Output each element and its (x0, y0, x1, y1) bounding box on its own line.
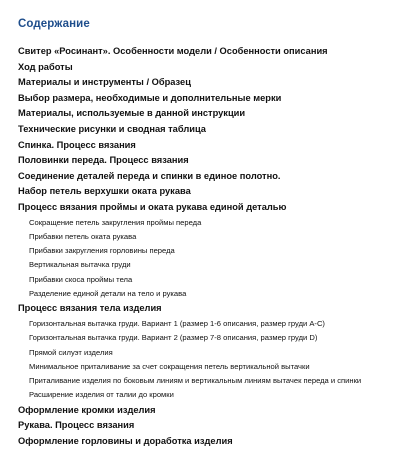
toc-entry[interactable]: Рукава. Процесс вязания (18, 420, 135, 431)
toc-entry[interactable]: Спинка. Процесс вязания (18, 139, 136, 150)
toc-heading: Содержание (18, 18, 90, 30)
toc-entry[interactable]: Свитер «Росинант». Особенности модели / Особенности описания (18, 46, 328, 56)
toc-entry[interactable]: Процесс вязания проймы и оката рукава единой деталью (18, 201, 287, 212)
toc-entry[interactable]: Оформление кромки изделия (18, 404, 156, 415)
toc-entry[interactable]: Технические рисунки и сводная таблица (18, 123, 206, 134)
toc-subentry[interactable]: Вертикальная вытачка груди (29, 260, 131, 270)
toc-entry[interactable]: Материалы и инструменты / Образец (18, 77, 191, 88)
toc-subentry[interactable]: Горизонтальная вытачка груди. Вариант 2 (размер 7-8 описания, размер груди D) (29, 333, 318, 343)
toc-entry[interactable]: Половинки переда. Процесс вязания (18, 155, 189, 166)
toc-subentry[interactable]: Разделение единой детали на тело и рукава (29, 289, 187, 299)
toc-entry[interactable]: Процесс вязания тела изделия (18, 303, 162, 314)
toc-subentry[interactable]: Прибавки скоса проймы тела (29, 274, 133, 284)
toc-subentry[interactable]: Приталивание изделия по боковым линиям и вертикальным линиям вытачек переда и спинки (29, 376, 362, 386)
toc-entry[interactable]: Материалы, используемые в данной инструкции (18, 108, 246, 119)
toc-entry[interactable]: Соединение деталей переда и спинки в единое полотно. (18, 170, 281, 181)
toc-entry[interactable]: Выбор размера, необходимые и дополнительные мерки (18, 92, 282, 103)
toc-entry[interactable]: Набор петель верхушки оката рукава (18, 186, 191, 197)
toc-subentry[interactable]: Прямой силуэт изделия (29, 347, 113, 357)
toc-subentry[interactable]: Минимальное приталивание за счет сокращения петель вертикальной вытачки (29, 361, 310, 371)
toc-subentry[interactable]: Прибавки закругления горловины переда (29, 246, 175, 256)
toc-entry[interactable]: Ход работы (18, 61, 73, 72)
toc-subentry[interactable]: Горизонтальная вытачка груди. Вариант 1 (размер 1-6 описания, размер груди A-C) (29, 318, 325, 328)
toc-subentry[interactable]: Прибавки петель оката рукава (29, 231, 137, 241)
toc-subentry[interactable]: Сокращение петель закругления проймы переда (29, 217, 202, 227)
toc-subentry[interactable]: Расширение изделия от талии до кромки (29, 390, 174, 400)
toc-entry[interactable]: Оформление горловины и доработка изделия (18, 435, 233, 446)
table-of-contents (0, 44, 416, 449)
